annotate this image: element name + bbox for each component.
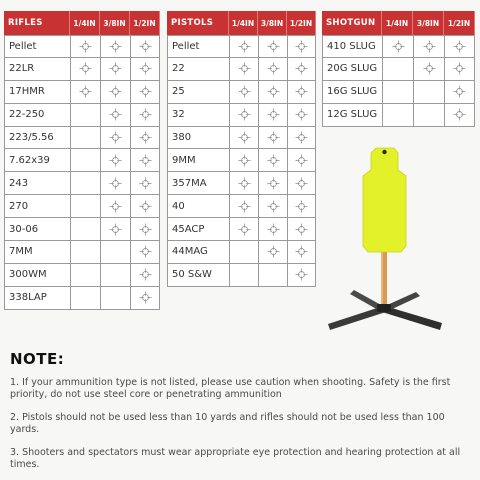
compat-cell xyxy=(100,241,130,264)
caliber-label: 25 xyxy=(167,81,229,104)
caliber-label: 7.62x39 xyxy=(4,149,70,172)
compat-cell xyxy=(258,104,287,127)
table-row xyxy=(167,172,316,195)
compat-cell xyxy=(229,104,258,127)
compat-cell xyxy=(70,241,100,264)
size-header-2: 1/2IN xyxy=(130,11,160,35)
compat-cell xyxy=(70,172,100,195)
table-row xyxy=(167,35,316,58)
crosshair-reticle-icon xyxy=(238,62,251,75)
compat-cell xyxy=(130,35,160,58)
crosshair-reticle-icon xyxy=(453,108,466,121)
crosshair-reticle-icon xyxy=(267,177,280,190)
size-header-0: 1/4IN xyxy=(70,11,100,35)
crosshair-reticle-icon xyxy=(423,62,436,75)
crosshair-reticle-icon xyxy=(267,40,280,53)
table-row xyxy=(167,58,316,81)
note-item-1: 1. If your ammunition type is not listed, please use caution when shooting. Safety is the first priority, do not use steel core or penetrating ammunition xyxy=(10,377,451,400)
compat-cell xyxy=(287,127,316,150)
caliber-label: 357MA xyxy=(167,172,229,195)
caliber-label: 44MAG xyxy=(167,241,229,264)
steel-target-stand-image xyxy=(320,140,470,340)
compat-cell xyxy=(258,149,287,172)
rifles-header-row xyxy=(4,11,160,35)
table-row xyxy=(167,218,316,241)
compat-cell xyxy=(130,81,160,104)
size-header-1: 3/8IN xyxy=(413,11,444,35)
note-item-3: 3. Shooters and spectators must wear appropriate eye protection and hearing protection at all times. xyxy=(10,447,461,470)
crosshair-reticle-icon xyxy=(295,200,308,213)
compat-cell xyxy=(70,149,100,172)
crosshair-reticle-icon xyxy=(109,62,122,75)
compat-cell xyxy=(444,81,475,104)
compat-cell xyxy=(100,195,130,218)
compat-cell xyxy=(229,241,258,264)
compat-cell xyxy=(70,287,100,310)
table-row xyxy=(167,195,316,218)
crosshair-reticle-icon xyxy=(295,108,308,121)
crosshair-reticle-icon xyxy=(139,85,152,98)
caliber-label: 300WM xyxy=(4,264,70,287)
crosshair-reticle-icon xyxy=(295,85,308,98)
compat-cell xyxy=(100,149,130,172)
caliber-label: 22LR xyxy=(4,58,70,81)
size-header-0: 1/4IN xyxy=(382,11,413,35)
crosshair-reticle-icon xyxy=(139,200,152,213)
compat-cell xyxy=(100,218,130,241)
compat-cell xyxy=(413,35,444,58)
crosshair-reticle-icon xyxy=(139,291,152,304)
steel-base-hub xyxy=(377,304,391,312)
crosshair-reticle-icon xyxy=(109,131,122,144)
table-row xyxy=(4,264,160,287)
caliber-label: 223/5.56 xyxy=(4,127,70,150)
table-row xyxy=(4,58,160,81)
caliber-label: Pellet xyxy=(167,35,229,58)
table-row xyxy=(322,58,475,81)
caliber-label: 243 xyxy=(4,172,70,195)
crosshair-reticle-icon xyxy=(295,177,308,190)
crosshair-reticle-icon xyxy=(267,85,280,98)
shotgun-title: SHOTGUN xyxy=(322,11,382,35)
crosshair-reticle-icon xyxy=(453,62,466,75)
compat-cell xyxy=(287,172,316,195)
compat-cell xyxy=(100,287,130,310)
pistols-header-row xyxy=(167,11,316,35)
compat-cell xyxy=(258,58,287,81)
compat-cell xyxy=(382,104,413,127)
crosshair-reticle-icon xyxy=(267,108,280,121)
crosshair-reticle-icon xyxy=(139,108,152,121)
crosshair-reticle-icon xyxy=(109,177,122,190)
crosshair-reticle-icon xyxy=(267,200,280,213)
compat-cell xyxy=(100,172,130,195)
crosshair-reticle-icon xyxy=(238,85,251,98)
compat-cell xyxy=(382,81,413,104)
crosshair-reticle-icon xyxy=(238,40,251,53)
crosshair-reticle-icon xyxy=(109,85,122,98)
size-header-0: 1/4IN xyxy=(229,11,258,35)
crosshair-reticle-icon xyxy=(139,62,152,75)
crosshair-reticle-icon xyxy=(79,62,92,75)
crosshair-reticle-icon xyxy=(109,108,122,121)
compat-cell xyxy=(258,81,287,104)
compat-cell xyxy=(130,287,160,310)
compat-cell xyxy=(130,241,160,264)
compat-cell xyxy=(70,264,100,287)
compat-cell xyxy=(287,195,316,218)
crosshair-reticle-icon xyxy=(267,223,280,236)
table-row xyxy=(4,287,160,310)
caliber-label: 22-250 xyxy=(4,104,70,127)
table-row xyxy=(4,218,160,241)
crosshair-reticle-icon xyxy=(238,223,251,236)
compat-cell xyxy=(287,58,316,81)
crosshair-reticle-icon xyxy=(139,245,152,258)
caliber-label: 40 xyxy=(167,195,229,218)
crosshair-reticle-icon xyxy=(267,245,280,258)
compat-cell xyxy=(100,264,130,287)
crosshair-reticle-icon xyxy=(423,40,436,53)
compat-cell xyxy=(229,172,258,195)
compat-cell xyxy=(382,58,413,81)
caliber-label: 380 xyxy=(167,127,229,150)
compat-cell xyxy=(287,218,316,241)
compat-cell xyxy=(229,218,258,241)
caliber-label: 338LAP xyxy=(4,287,70,310)
compat-cell xyxy=(130,195,160,218)
compat-cell xyxy=(229,264,258,287)
compat-cell xyxy=(287,35,316,58)
table-row xyxy=(4,241,160,264)
crosshair-reticle-icon xyxy=(295,268,308,281)
crosshair-reticle-icon xyxy=(109,223,122,236)
compat-cell xyxy=(100,58,130,81)
crosshair-reticle-icon xyxy=(238,200,251,213)
compat-cell xyxy=(130,127,160,150)
target-mount-hole xyxy=(382,150,386,154)
caliber-label: 22 xyxy=(167,58,229,81)
crosshair-reticle-icon xyxy=(453,40,466,53)
caliber-label: Pellet xyxy=(4,35,70,58)
table-row xyxy=(167,241,316,264)
compat-cell xyxy=(130,264,160,287)
compat-cell xyxy=(444,104,475,127)
table-row xyxy=(4,172,160,195)
crosshair-reticle-icon xyxy=(295,131,308,144)
table-row xyxy=(4,195,160,218)
crosshair-reticle-icon xyxy=(109,154,122,167)
crosshair-reticle-icon xyxy=(295,245,308,258)
table-row xyxy=(322,81,475,104)
compat-cell xyxy=(444,58,475,81)
compat-cell xyxy=(258,172,287,195)
crosshair-reticle-icon xyxy=(79,40,92,53)
crosshair-reticle-icon xyxy=(109,200,122,213)
crosshair-reticle-icon xyxy=(139,40,152,53)
table-row xyxy=(4,81,160,104)
crosshair-reticle-icon xyxy=(267,154,280,167)
compat-cell xyxy=(70,195,100,218)
crosshair-reticle-icon xyxy=(295,40,308,53)
caliber-label: 32 xyxy=(167,104,229,127)
pistols-table xyxy=(167,11,316,287)
compat-cell xyxy=(287,104,316,127)
crosshair-reticle-icon xyxy=(139,268,152,281)
notes-section xyxy=(10,350,470,480)
compat-cell xyxy=(70,218,100,241)
crosshair-reticle-icon xyxy=(267,131,280,144)
compat-cell xyxy=(100,127,130,150)
crosshair-reticle-icon xyxy=(295,154,308,167)
caliber-label: 12G SLUG xyxy=(322,104,382,127)
compat-cell xyxy=(229,35,258,58)
compat-cell xyxy=(382,35,413,58)
crosshair-reticle-icon xyxy=(238,177,251,190)
compat-cell xyxy=(258,127,287,150)
size-header-1: 3/8IN xyxy=(100,11,130,35)
table-row xyxy=(167,149,316,172)
caliber-label: 20G SLUG xyxy=(322,58,382,81)
compat-cell xyxy=(413,104,444,127)
shotgun-table xyxy=(322,11,475,127)
caliber-label: 45ACP xyxy=(167,218,229,241)
table-row xyxy=(4,35,160,58)
compat-cell xyxy=(70,58,100,81)
compat-cell xyxy=(287,149,316,172)
compat-cell xyxy=(258,195,287,218)
note-item-2: 2. Pistols should not be used less than 10 yards and rifles should not be used less than 100 yards. xyxy=(10,412,445,435)
compat-cell xyxy=(287,81,316,104)
table-row xyxy=(322,104,475,127)
compat-cell xyxy=(444,35,475,58)
caliber-label: 17HMR xyxy=(4,81,70,104)
compat-cell xyxy=(130,172,160,195)
compat-cell xyxy=(70,81,100,104)
compat-cell xyxy=(100,35,130,58)
compat-cell xyxy=(100,81,130,104)
rifles-title: RIFLES xyxy=(4,11,70,35)
table-row xyxy=(167,264,316,287)
crosshair-reticle-icon xyxy=(139,223,152,236)
compat-cell xyxy=(130,58,160,81)
caliber-label: 50 S&W xyxy=(167,264,229,287)
caliber-label: 16G SLUG xyxy=(322,81,382,104)
crosshair-reticle-icon xyxy=(139,131,152,144)
size-header-1: 3/8IN xyxy=(258,11,287,35)
table-row xyxy=(167,104,316,127)
compat-cell xyxy=(229,81,258,104)
crosshair-reticle-icon xyxy=(238,154,251,167)
compat-cell xyxy=(130,218,160,241)
size-header-2: 1/2IN xyxy=(287,11,316,35)
compat-cell xyxy=(258,218,287,241)
table-row xyxy=(167,81,316,104)
caliber-label: 410 SLUG xyxy=(322,35,382,58)
caliber-label: 270 xyxy=(4,195,70,218)
crosshair-reticle-icon xyxy=(238,131,251,144)
compat-cell xyxy=(413,81,444,104)
caliber-label: 30-06 xyxy=(4,218,70,241)
crosshair-reticle-icon xyxy=(267,62,280,75)
rifles-table xyxy=(4,11,160,310)
table-row xyxy=(322,35,475,58)
compat-cell xyxy=(258,241,287,264)
compat-cell xyxy=(229,149,258,172)
table-row xyxy=(4,104,160,127)
compat-cell xyxy=(287,241,316,264)
crosshair-reticle-icon xyxy=(139,154,152,167)
compat-cell xyxy=(229,58,258,81)
caliber-label: 9MM xyxy=(167,149,229,172)
notes-heading: NOTE: xyxy=(10,350,65,368)
crosshair-reticle-icon xyxy=(79,85,92,98)
table-row xyxy=(4,149,160,172)
compat-cell xyxy=(70,127,100,150)
pistols-title: PISTOLS xyxy=(167,11,229,35)
compat-cell xyxy=(229,127,258,150)
compat-cell xyxy=(100,104,130,127)
yellow-target-plate xyxy=(363,148,406,252)
compat-cell xyxy=(258,35,287,58)
table-row xyxy=(167,127,316,150)
compat-cell xyxy=(287,264,316,287)
caliber-label: 7MM xyxy=(4,241,70,264)
compat-cell xyxy=(70,104,100,127)
table-row xyxy=(4,127,160,150)
crosshair-reticle-icon xyxy=(139,177,152,190)
crosshair-reticle-icon xyxy=(295,223,308,236)
crosshair-reticle-icon xyxy=(453,85,466,98)
compat-cell xyxy=(130,149,160,172)
compat-cell xyxy=(130,104,160,127)
compat-cell xyxy=(413,58,444,81)
shotgun-header-row xyxy=(322,11,475,35)
compat-cell xyxy=(229,195,258,218)
crosshair-reticle-icon xyxy=(238,108,251,121)
crosshair-reticle-icon xyxy=(295,62,308,75)
crosshair-reticle-icon xyxy=(392,40,405,53)
compat-cell xyxy=(70,35,100,58)
crosshair-reticle-icon xyxy=(109,40,122,53)
compat-cell xyxy=(258,264,287,287)
size-header-2: 1/2IN xyxy=(444,11,475,35)
